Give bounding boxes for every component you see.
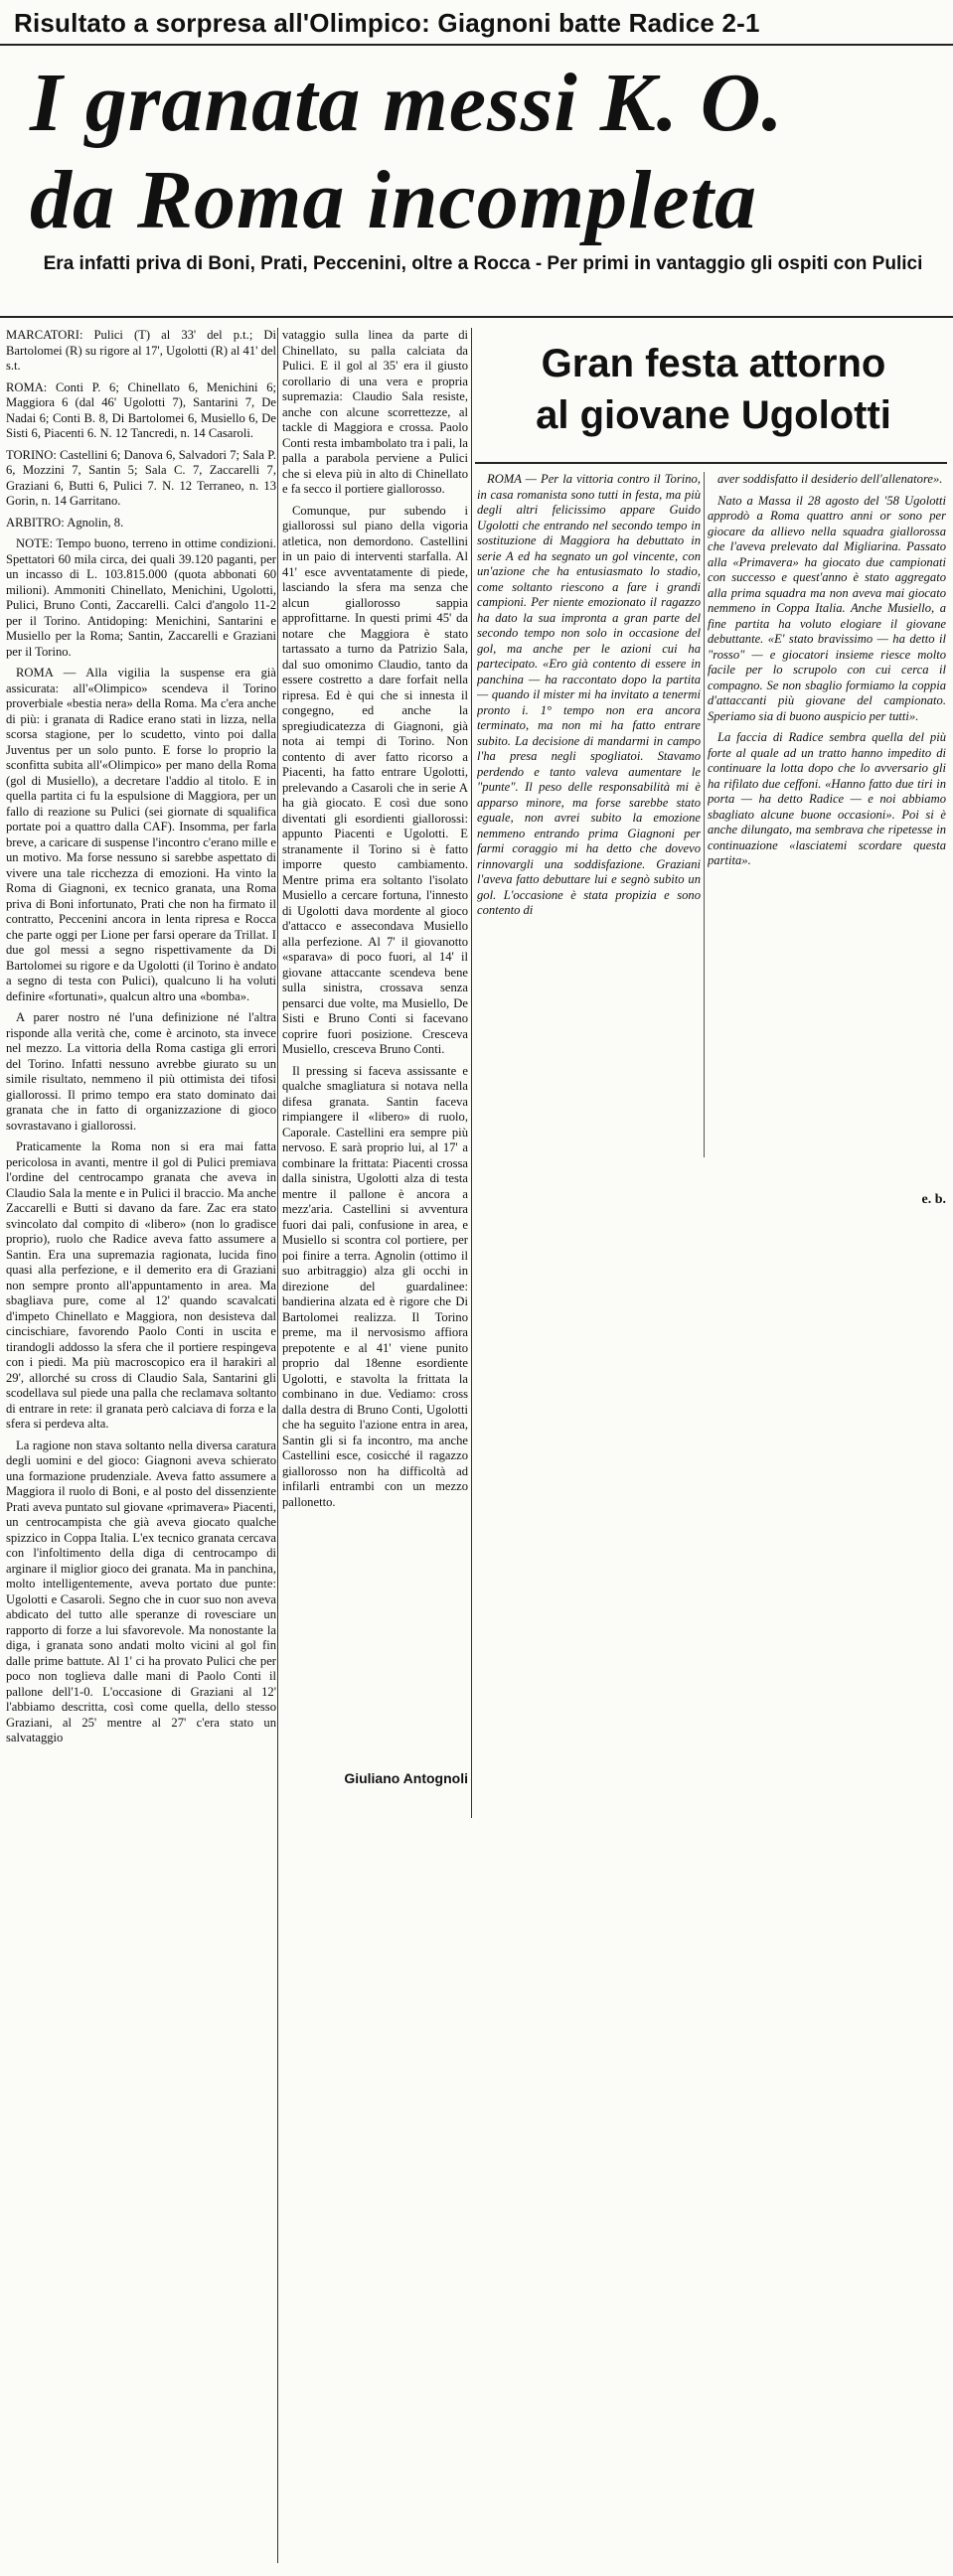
box-article-column-1 — [477, 472, 701, 1187]
paragraph: Praticamente la Roma non si era mai fatta pericolosa in avanti, mentre il gol di Pulici premiava l'ordine del centrocampo granata che aveva in Claudio Sala la mente e in Pulici il braccio. Ma anche Zaccarelli e Butti si davano da fare. Zac era stato svincolato dal compito di «libero» (non lo gradisce proprio), ruolo che Radice aveva fatto assumere a Santin. Era una supremazia ragionata, lucida fino quasi alla perfezione, e il demerito era di Graziani non sempre pronto all'appuntamento in area. Ma sbagliava pure, come al 12' quando scavalcati d'impeto Chinellato e Maggiora, non desisteva dal cincischiare, favorendo Paolo Conti in uscita e tirandogli addosso la sfera che il portiere respingeva con i piedi. Ma più macroscopico era il harakiri al 29', allorché su cross di Claudio Sala, Santarini gli scodellava sul piede una palla che reclamava soltanto di entrare in rete: il granata però calciava di forza e la sfera si perdeva alta. — [6, 1139, 276, 1431]
headline — [30, 55, 924, 249]
box-rule — [475, 462, 947, 464]
box-signature: e. b. — [921, 1192, 946, 1207]
paragraph: aver soddisfatto il desiderio dell'allenatore». — [717, 472, 943, 486]
main-article-column-1 — [6, 328, 276, 2568]
paragraph: Nato a Massa il 28 agosto del '58 Ugolotti approdò a Roma quattro anni or sono per giocare da allievo nella squadra giallorossa che l'aveva prelevato dal Migliarina. Passato alla «Primavera» ha giocato due campionati con successo e quest'anno è stato aggregato alla prima squadra ma non aveva mai giocato nemmeno in Coppa Italia. Anche Musiello, a fine partita ha voluto elogiare il giovane debuttante. «E' stato bravissimo — ha detto il "rosso" — e giocatori insieme riesce molto facile per lo scrupolo con cui cerca il compagno. Se non sbaglio formiamo la coppia d'attaccanti più giovane del campionato. Speriamo sia di buono auspicio per tutti». — [708, 493, 946, 723]
main-article-column-2 — [282, 328, 468, 1818]
paragraph: ROMA — Alla vigilia la suspense era già assicurata: all'«Olimpico» scendeva il Torino proverbiale «bestia nera» della Roma. Ma c'era anche di più: i granata di Radice erano stati in lizza, nella scorsa stagione, per lo scudetto, vinto poi dalla Juventus per un solo punto. E forse lo proprio la sconfitta subita all'«Olimpico» per mano della Roma (gol di Musiello), a decretare l'addio al titolo. E in quella partita ci fu la espulsione di Maggiora, per un fallo di reazione su Pulici (sei giornate di squalifica portate poi a quattro dalla CAF). Insomma, per farla breve, a caricare di suspense l'incontro c'erano mille e un motivo. Ma forse nessuno si sarebbe aspettato di vivere una tale ricchezza di emozioni. Ha vinto la Roma di Giagnoni, ex tecnico granata, una Roma priva di Boni infortunato, Prati che non ha firmato il contratto, Peccenini ancora in lenta ripresa e Rocca che parte oggi per Lione per farsi operare da Trillat. I due gol messi a segno rispettivamente da Di Bartolomei su rigore e da Ugolotti (il Torino è andato a segno di testa con Pulici), qualcuno li ha voluti definire «fortunati», qualcun altro una «bomba». — [6, 666, 276, 1003]
column-rule — [471, 328, 472, 1818]
paragraph: Il pressing si faceva assissante e qualche smagliatura si notava nella difesa granata. Santin faceva rimpiangere il «libero» di ruolo, Caporale. Castellini era sempre più nervoso. E sarà proprio lui, al 17' a combinare la frittata: Piacenti crossa dalla sinistra, Ugolotti alza di testa mentre il pallone è ancora a mezz'aria. Castellini si avventura fuori dai pali, confusione in area, e Musiello si scontra col portiere, per poi finire a terra. Agnolin (ottimo il suo arbitraggio) alza gli occhi in direzione del guardalinee: bandierina alzata ed è rigore che Di Bartolomei realizza. Il Torino preme, ma il nervosismo affiora prepotente e al 41' viene punito proprio dal 18enne esordiente Ugolotti, e stavolta la frittata la combinano in due. Vediamo: cross dalla destra di Bruno Conti, Ugolotti che ha seguito l'azione entra in area, Santin gli si fa incontro, ma anche Castellini esce, cosicché il ragazzo giallorosso non ha difficoltà ad infilarli entrambi con un mezzo pallonetto. — [282, 1063, 468, 1509]
paragraph: NOTE: Tempo buono, terreno in ottime condizioni. Spettatori 60 mila circa, dei quali 39.120 paganti, per un incasso di L. 103.815.000 (quota abbonati 60 milioni). Ammoniti Chinellato, Menichini, Ugolotti, Pulici, Bruno Conti, Zaccarelli. Calci d'angolo 11-2 per il Torino. Antidoping: Menichini, Santarini e Musiello per la Roma; Santin, Zaccarelli e Graziani per il Torino. — [6, 536, 276, 659]
paragraph: A parer nostro né l'una definizione né l'altra risponde alla verità che, come è arcinoto, sta invece nel mezzo. La vittoria della Roma castiga gli errori del Torino. Infatti nessuno avrebbe giurato su un simile risultato, nemmeno il più ottimista dei tifosi giallorossi. Il primo tempo era stato dominato dai granata che in fatto di organizzazione di gioco sovrastavano i giallorossi. — [6, 1010, 276, 1133]
box-headline — [485, 338, 942, 441]
paragraph: TORINO: Castellini 6; Danova 6, Salvadori 7; Sala P. 6, Mozzini 7, Santin 5; Sala C. 7, Zaccarelli 7, Graziani 6, Butti 6, Pulici 7. N. 12 Terraneo, n. 13 Gorin, n. 14 Garritano. — [6, 447, 276, 508]
box-headline-line-1: Gran festa attorno — [541, 342, 886, 385]
paragraph: vataggio sulla linea da parte di Chinellato, su palla calciata da Pulici. E il gol al 35' era il giusto corollario di una vera e propria supremazia: Claudio Sala resiste, anche con alcune scorrettezze, al tackle di Maggiora e crossa. Paolo Conti resta imbambolato tra i pali, la palla a parabola perviene a Pulici che si eleva più in alto di Chinellato e fa secco il portiere giallorosso. — [282, 328, 468, 496]
kicker-rule — [0, 44, 953, 46]
paragraph: ROMA: Conti P. 6; Chinellato 6, Menichini 6; Maggiora 6 (dal 46' Ugolotti 7), Santarini 7, De Nadai 6; Conti B. 8, Di Bartolomei 6, Musiello 6, De Sisti 6, Piacenti 6. N. 12 Tancredi, n. 14 Casaroli. — [6, 379, 276, 440]
paragraph: MARCATORI: Pulici (T) al 33' del p.t.; Di Bartolomei (R) su rigore al 17', Ugolotti (R) al 41' del s.t. — [6, 328, 276, 373]
column-rule — [704, 472, 705, 1157]
paragraph: Comunque, pur subendo i giallorossi sul piano della vigoria atletica, non demordono. Castellini in un paio di interventi starfalla. Al 41' esce avventatamente di piede, lasciando la sfera ma senza che alcun giallorosso sappia approfittarne. In questi primi 45' da notare che Maggiora è stato tartassato a turno da Patrizio Sala, dal suo omonimo Claudio, tanto da essere costretto a dare forfait nella ripresa. Ed è qui che si innesta il congegno, ed anche la spregiudicatezza di Giagnoni, già nota ai tempi di Torino. Non contento di aver fatto ricorso a Piacenti, ha fatto entrare Ugolotti, prelevando a Casaroli che in serie A ha già giocato. E così due sono diventati gli esordienti giallorossi: appunto Piacenti e Ugolotti. E stranamente il Torino si è fatto imporre questo cambiamento. Mentre prima era soltanto l'isolato Musiello a cercare fortuna, l'innesto di Ugolotti dava mordente al gioco d'attacco e assecondava Musiello alla perfezione. Al 7' il giovanotto «sparava» di poco fuori, al 14' il giovane attaccante scendeva bene sulla sinistra, crossava senza pensarci due volte, ma Musiello, De Sisti e Bruno Conti si facevano coprire fuori posizione. Cresceva Musiello, cresceva Bruno Conti. — [282, 503, 468, 1056]
deck-rule — [0, 316, 953, 318]
deck: Era infatti priva di Boni, Prati, Peccenini, oltre a Rocca - Per primi in vantaggio gli ospiti con Pulici — [43, 253, 923, 274]
headline-line-2: da Roma incompleta — [30, 154, 757, 246]
column-rule — [277, 328, 278, 2563]
paragraph: ARBITRO: Agnolin, 8. — [6, 515, 124, 530]
box-headline-line-2: al giovane Ugolotti — [536, 393, 891, 437]
paragraph: La faccia di Radice sembra quella del più forte al quale ad un tratto hanno impedito di continuare la lotta dopo che lo avversario gli ha rifilato due ceffoni. «Hanno fatto due tiri in porta — ha detto Radice — e noi abbiamo sbagliato alcune buone occasioni». Poi si è anche dilungato, ma sembrava che ripetesse in continuazione «lasciatemi scordare questa partita». — [708, 730, 946, 867]
box-article-column-2 — [708, 472, 946, 1187]
headline-line-1: I granata messi K. O. — [30, 57, 784, 149]
byline-signature: Giuliano Antognoli — [344, 1770, 468, 1786]
paragraph: ROMA — Per la vittoria contro il Torino, in casa romanista sono tutti in festa, ma più degli altri felicissimo appare Guido Ugolotti che entrando nel secondo tempo in sostituzione di Maggiora ha debuttato in serie A ed ha segnato un gol vincente, con un'azione che ha entusiasmato lo stadio, come soltanto riescono a fare i grandi campioni. Per niente emozionato il ragazzo ha dato la sua impronta a gran parte del secondo tempo non solo in occasione del gol, ma anche per le azioni cui ha partecipato. «Ero già contento di essere in panchina — ha raccontato dopo la partita — quando il mister mi ha invitato a tenermi pronto i. 1° tempo non era ancora terminato, ma non mi ha fatto entrare subito. La decisione di mandarmi in campo l'ha presa negli spogliatoi. Stavamo perdendo e tanto valeva aumentare le "punte". Il peso delle responsabilità mi è apparso minore, ma forse sarebbe stato eguale, non avrei subito la emozione nemmeno entrando prima Giagnoni per farmi coraggio mi ha detto che dovevo rinnovargli una soddisfazione. Graziani l'aveva fatto debuttare lui e segnò subito un gol. L'occasione è stata propizia e sono contento di — [477, 472, 701, 917]
paragraph: La ragione non stava soltanto nella diversa caratura degli uomini e del gioco: Giagnoni aveva schierato una formazione prudenziale. Aveva fatto assumere a Maggiora il ruolo di Boni, e al posto del dissenziente Prati aveva puntato sul giovane «primavera» Piacenti, un centrocampista che già aveva giocato qualche spizzico in Coppa Italia. L'ex tecnico granata cercava con l'infoltimento della diga di centrocampo di arginare il miglior gioco dei granata. Ma in panchina, molto intelligentemente, aveva portato due punte: Ugolotti e Casaroli. Segno che in cuor suo non aveva abdicato del tutto alle speranze di rovesciare un rapporto di forze a lui sfavorevole. Ma nonostante la diga, i granata sono andati molto vicini al gol fin dalle prime battute. Al 1' ci ha provato Pulici che per poco non toglieva dalle mani di Paolo Conti il pallone dell'1-0. L'occasione di Graziani al 12' l'abbiamo descritta, così come quella, dello stesso Graziani, al 25' mentre al 27' c'era stato un salvataggio — [6, 1438, 276, 1744]
kicker: Risultato a sorpresa all'Olimpico: Giagnoni batte Radice 2-1 — [14, 8, 760, 38]
